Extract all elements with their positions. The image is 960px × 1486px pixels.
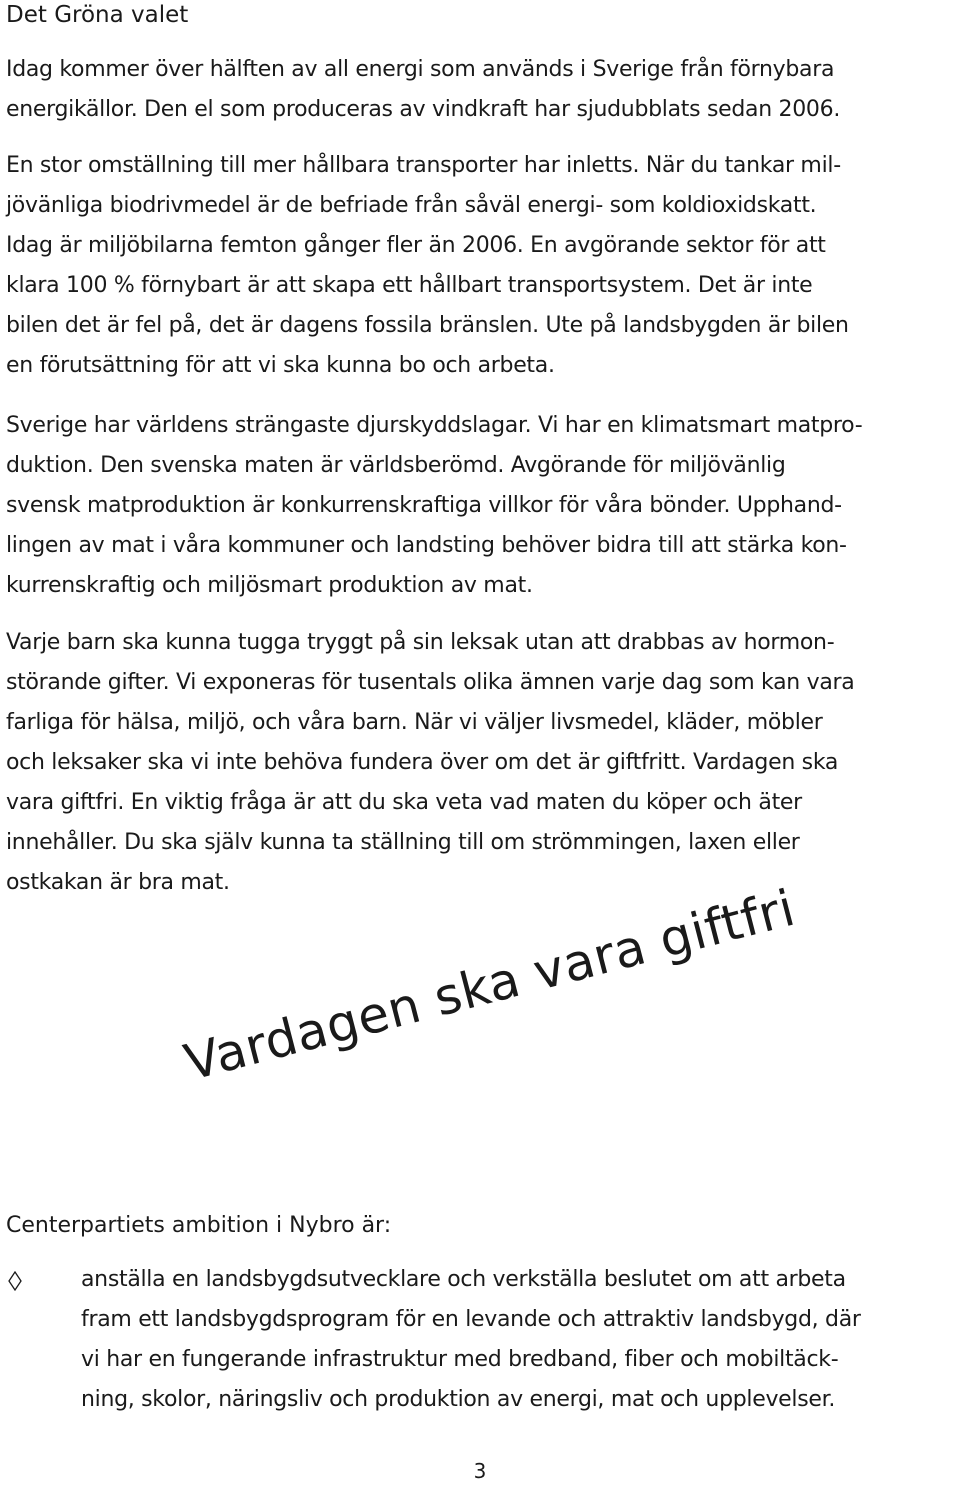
- paragraph-line: svensk matproduktion är konkurrenskraftiga villkor för våra bönder. Upphand-: [6, 493, 842, 518]
- paragraph-energy: [6, 50, 956, 130]
- diamond-outline-icon: [8, 1271, 28, 1291]
- ambition-item-text: [81, 1260, 861, 1420]
- paragraph-line: klara 100 % förnybart är att skapa ett hållbart transportsystem. Det är inte: [6, 273, 813, 298]
- paragraph-line: ostkakan är bra mat.: [6, 870, 230, 895]
- paragraph-line: innehåller. Du ska själv kunna ta ställning till om strömmingen, laxen eller: [6, 830, 800, 855]
- paragraph-transport: [6, 146, 956, 386]
- paragraph-line: Idag är miljöbilarna femton gånger fler än 2006. En avgörande sektor för att: [6, 233, 826, 258]
- paragraph-line: Idag kommer över hälften av all energi som används i Sverige från förnybara: [6, 57, 835, 82]
- list-item-line: vi har en fungerande infrastruktur med bredband, fiber och mobiltäck-: [81, 1347, 839, 1372]
- page-number: 3: [473, 1459, 487, 1483]
- paragraph-line: Varje barn ska kunna tugga tryggt på sin leksak utan att drabbas av hormon-: [6, 630, 835, 655]
- paragraph-line: vara giftfri. En viktig fråga är att du ska veta vad maten du köper och äter: [6, 790, 802, 815]
- paragraph-line: En stor omställning till mer hållbara transporter har inletts. När du tankar mil-: [6, 153, 841, 178]
- paragraph-line: en förutsättning för att vi ska kunna bo och arbeta.: [6, 353, 555, 378]
- paragraph-line: kurrenskraftig och miljösmart produktion av mat.: [6, 573, 533, 598]
- list-item-line: fram ett landsbygdsprogram för en levande och attraktiv landsbygd, där: [81, 1307, 861, 1332]
- list-item-line: ning, skolor, näringsliv och produktion av energi, mat och upplevelser.: [81, 1387, 836, 1412]
- paragraph-line: bilen det är fel på, det är dagens fossila bränslen. Ute på landsbygden är bilen: [6, 313, 849, 338]
- paragraph-toxins: [6, 623, 956, 903]
- list-item-line: anställa en landsbygdsutvecklare och verkställa beslutet om att arbeta: [81, 1267, 846, 1292]
- paragraph-line: lingen av mat i våra kommuner och landsting behöver bidra till att stärka kon-: [6, 533, 847, 558]
- paragraph-line: jövänliga biodrivmedel är de befriade från såväl energi- som koldioxidskatt.: [6, 193, 817, 218]
- slogan-rotated-text: Vardagen ska vara giftfri: [178, 878, 801, 1093]
- paragraph-line: och leksaker ska vi inte behöva fundera över om det är giftfritt. Vardagen ska: [6, 750, 839, 775]
- paragraph-line: energikällor. Den el som produceras av vindkraft har sjudubblats sedan 2006.: [6, 97, 841, 122]
- paragraph-line: farliga för hälsa, miljö, och våra barn. När vi väljer livsmedel, kläder, möbler: [6, 710, 823, 735]
- paragraph-line: duktion. Den svenska maten är världsberömd. Avgörande för miljövänlig: [6, 453, 786, 478]
- ambition-heading: Centerpartiets ambition i Nybro är:: [6, 1213, 392, 1238]
- paragraph-line: störande gifter. Vi exponeras för tusentals olika ämnen varje dag som kan vara: [6, 670, 855, 695]
- paragraph-line: Sverige har världens strängaste djurskyddslagar. Vi har en klimatsmart matpro-: [6, 413, 863, 438]
- paragraph-food: [6, 406, 956, 606]
- page-title: Det Gröna valet: [6, 2, 189, 28]
